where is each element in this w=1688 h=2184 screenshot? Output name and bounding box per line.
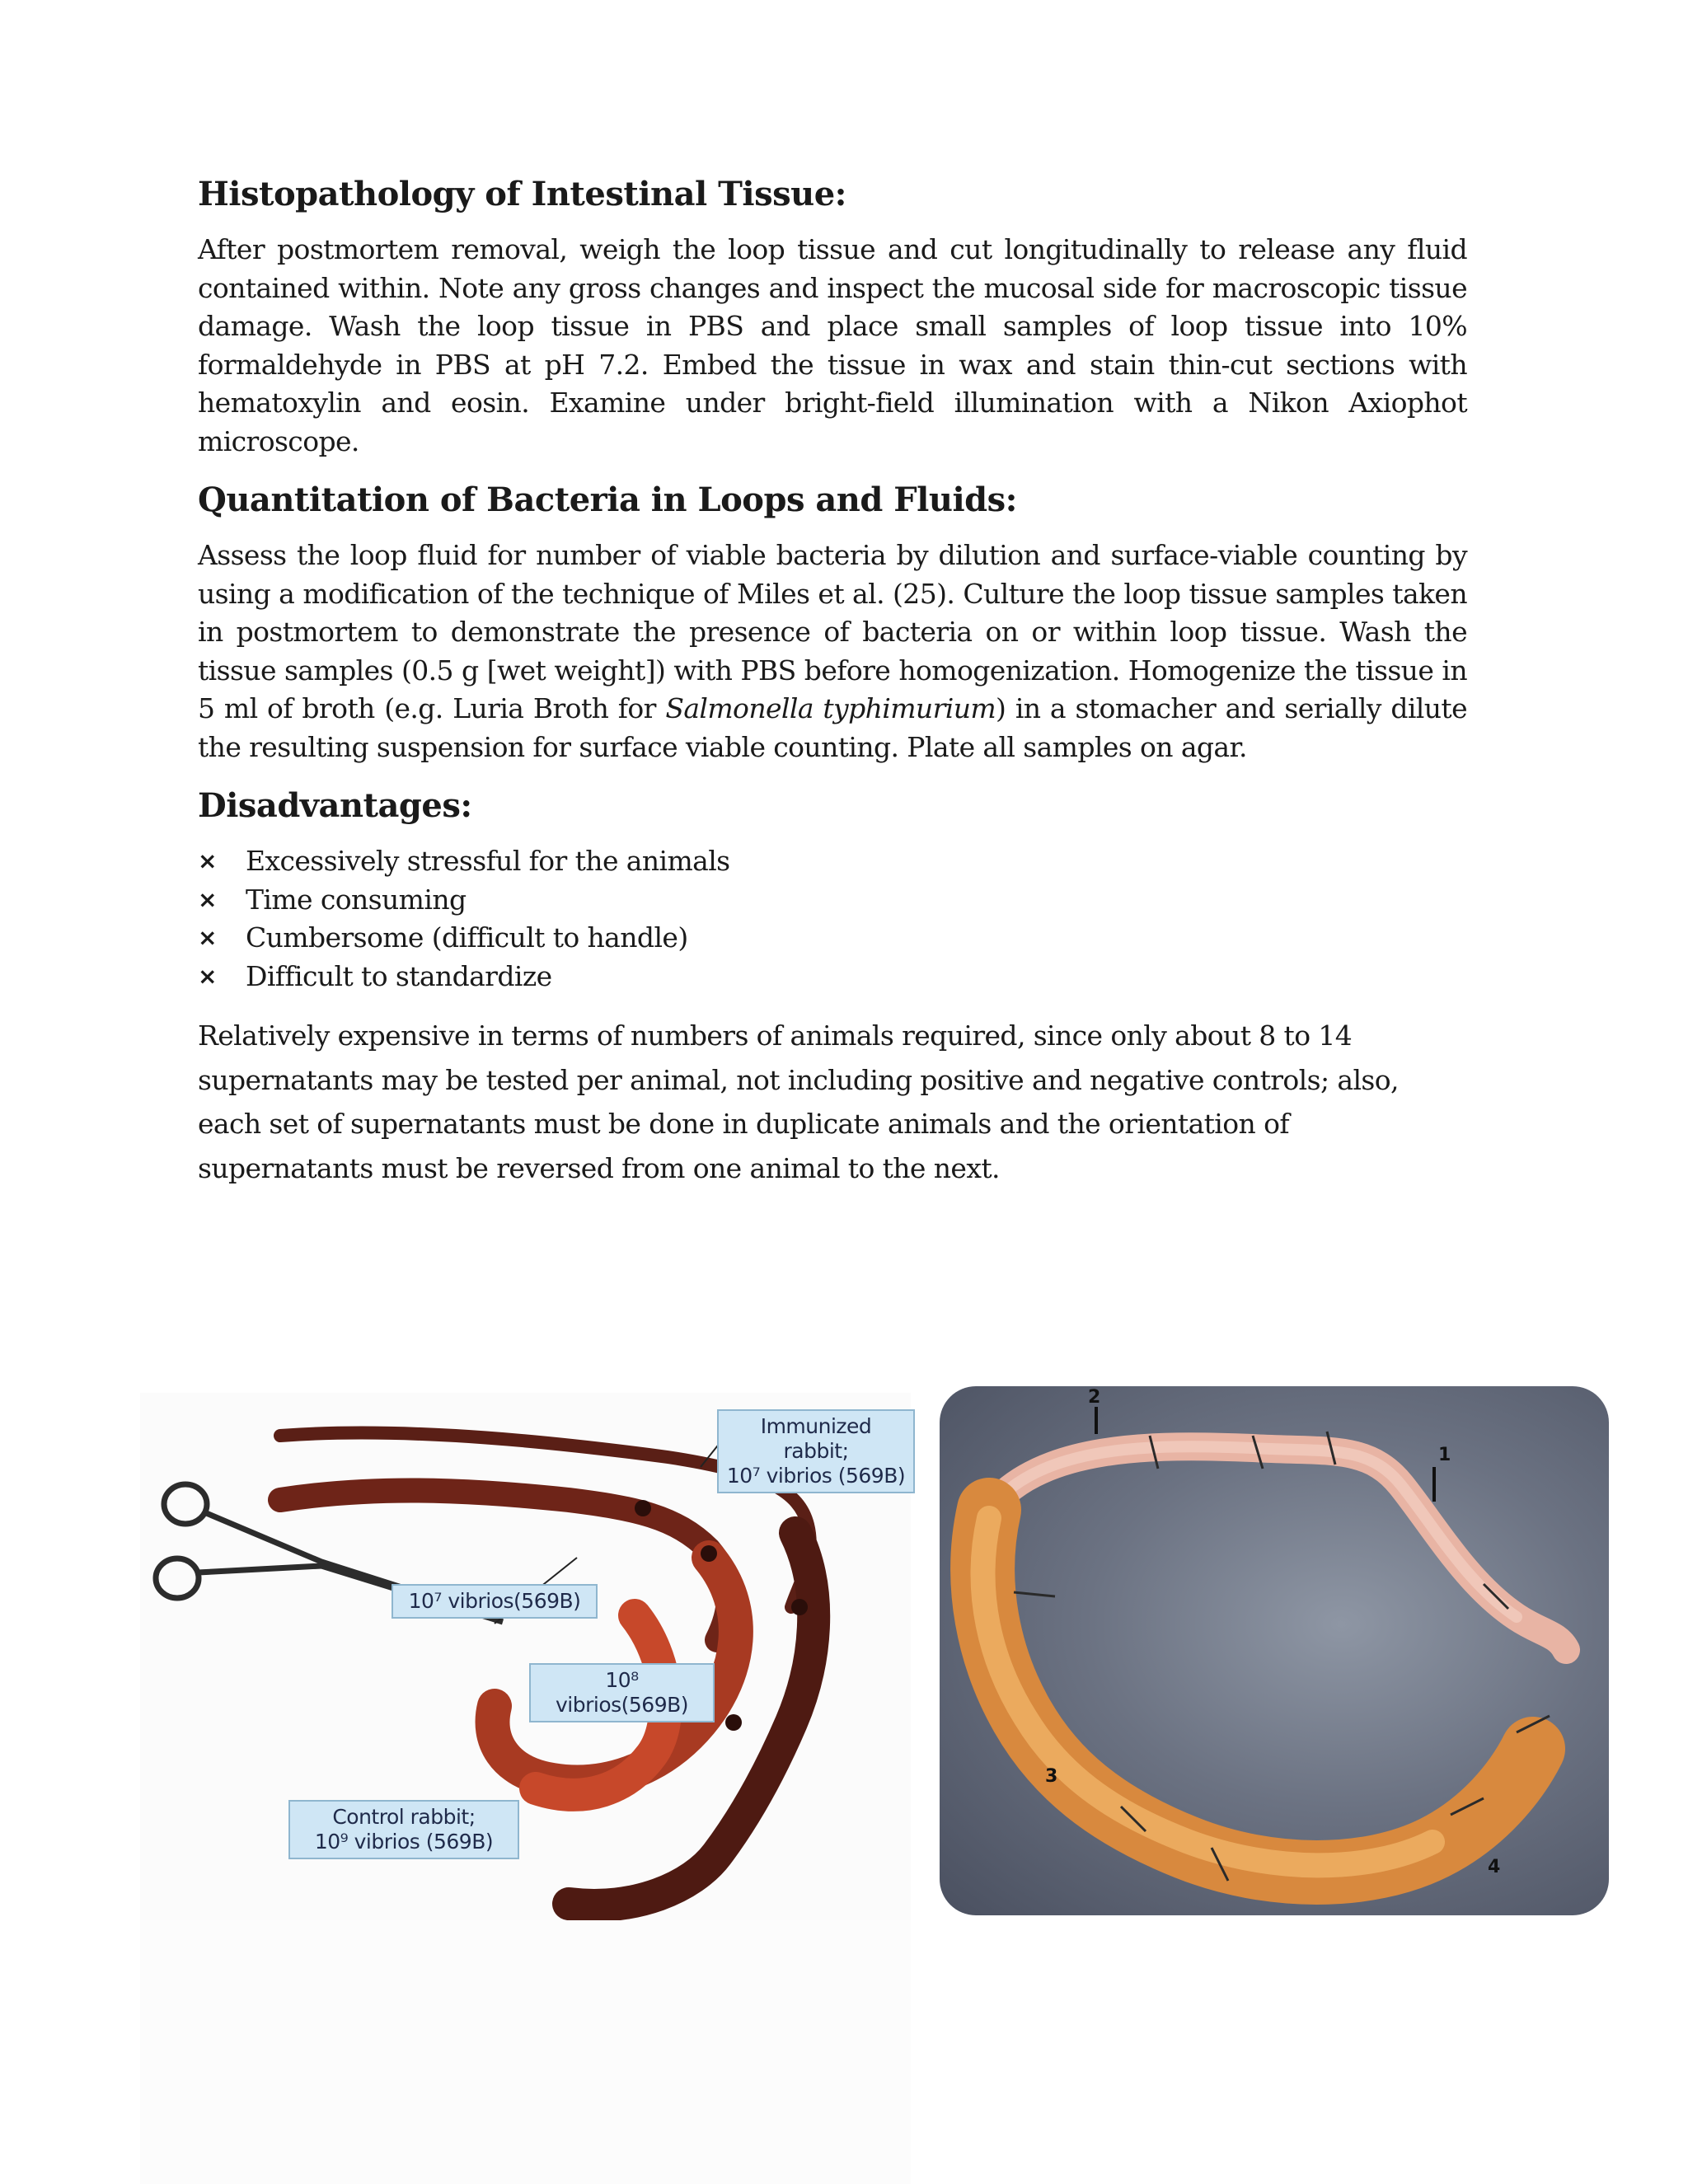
label-line: 10⁹ vibrios (569B) — [314, 1830, 494, 1854]
disadvantages-list — [198, 842, 1467, 996]
cross-icon: × — [198, 885, 217, 913]
marker-4: 4 — [1488, 1857, 1501, 1877]
figure-intestine-photo — [940, 1386, 1609, 1915]
label-line: 10⁷ vibrios (569B) — [726, 1464, 906, 1488]
list-item-text: Excessively stressful for the animals — [246, 845, 730, 877]
heading-histopathology: Histopathology of Intestinal Tissue: — [198, 175, 846, 213]
text-part: ) in a stomacher and serially dilute the resulting suspension for surface viable counting. Plate all samples on agar. — [198, 692, 1467, 763]
list-item — [198, 881, 1467, 920]
label-line: Immunized rabbit; — [760, 1414, 872, 1463]
marker-3: 3 — [1045, 1766, 1058, 1787]
heading-disadvantages: Disadvantages: — [198, 786, 472, 825]
list-item — [198, 842, 1467, 881]
figure-rabbit-loops — [140, 1393, 911, 1920]
list-item-text: Difficult to standardize — [246, 959, 552, 992]
figure-lower-margin — [140, 1920, 911, 2184]
paragraph-histopathology: After postmortem removal, weigh the loop tissue and cut longitudinally to release any fluid contained within. Note any gross changes and inspect the mucosal side for macroscopic tissue damage. Wash the loop tissue in PBS and place small samples of loop tissue into 10% formaldehyde in PBS at pH 7.2. Embed the tissue in wax and stain thin-cut sections with hematoxylin and eosin. Examine under bright-field illumination with a Nikon Axiophot microscope. — [198, 233, 1467, 457]
intestine-photo-illustration — [940, 1386, 1609, 1915]
document-body — [198, 173, 1467, 1190]
paragraph-quantitation — [198, 537, 1467, 766]
paragraph-closing: Relatively expensive in terms of numbers of animals required, since only about 8 to 14 supernatants may be tested per animal, not including positive and negative controls; also, each set of supernatants must be done in duplicate animals and the orientation of supernatants must be reversed from one animal to the next. — [198, 1019, 1399, 1184]
label-10-7-vibrios: 10⁷ vibrios(569B) — [392, 1584, 598, 1619]
species-name: Salmonella typhimurium — [665, 692, 996, 724]
cross-icon: × — [198, 924, 217, 951]
list-item — [198, 958, 1467, 996]
label-10-8-vibrios: 10⁸ vibrios(569B) — [529, 1663, 715, 1722]
text-part: Assess the loop fluid for number of viable bacteria by dilution and surface-viable counting by using a modification of the technique of Miles et al. (25). Culture the loop tissue samples taken in postmortem to demonstrate the presence of bacteria on or within loop tissue. Wash the tissue samples (0.5 g [wet weight]) with PBS before homogenization. Homogenize the tissue in 5 ml of broth (e.g. Luria Broth for — [198, 539, 1467, 724]
label-immunized-rabbit — [717, 1409, 915, 1493]
marker-2: 2 — [1088, 1387, 1101, 1408]
cross-icon: × — [198, 962, 217, 990]
list-item-text: Time consuming — [246, 883, 467, 916]
marker-1: 1 — [1438, 1445, 1451, 1465]
label-control-rabbit — [288, 1800, 519, 1859]
list-item — [198, 919, 1467, 958]
list-item-text: Cumbersome (difficult to handle) — [246, 921, 688, 954]
heading-quantitation: Quantitation of Bacteria in Loops and Fluids: — [198, 480, 1017, 519]
label-line: Control rabbit; — [332, 1805, 476, 1829]
cross-icon: × — [198, 847, 217, 874]
